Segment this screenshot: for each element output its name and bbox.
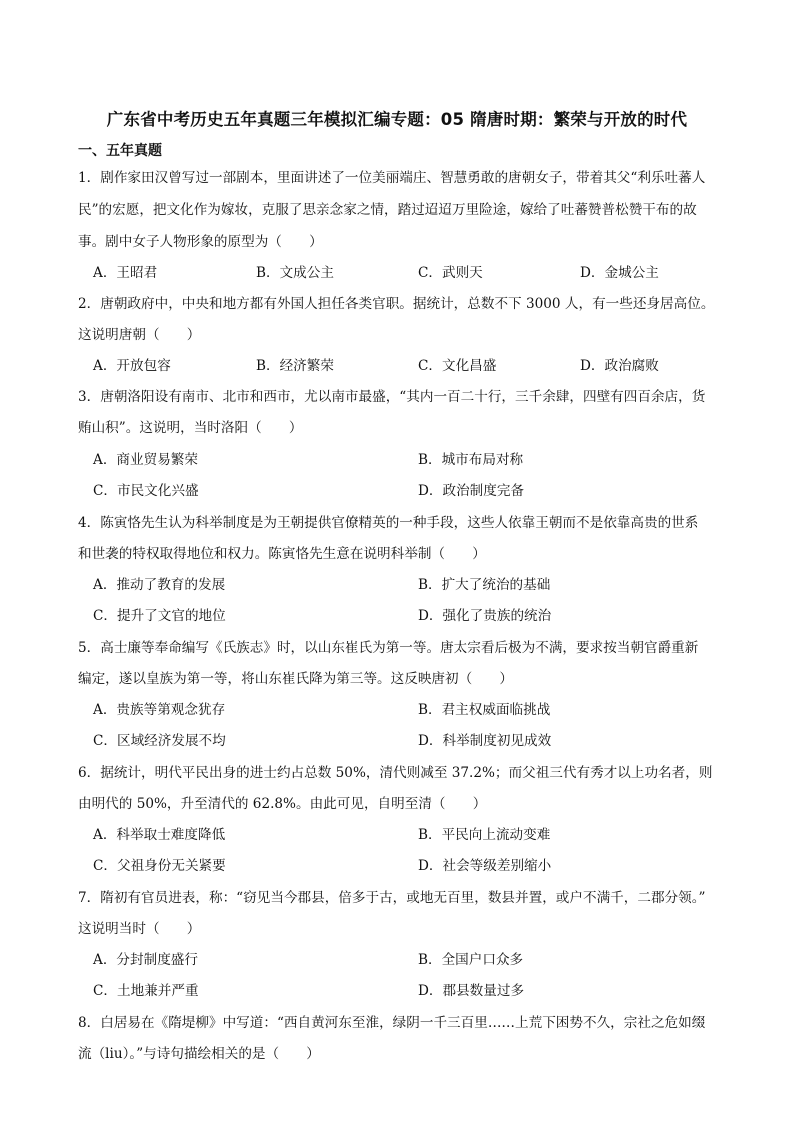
question-2-option-a: A．开放包容 [93,358,171,374]
section-heading: 一、五年真题 [78,143,162,159]
question-3-option-a: A．商业贸易繁荣 [93,452,198,468]
question-5-option-b: B．君主权威面临挑战 [418,702,551,718]
question-4-option-a: A．推动了教育的发展 [93,577,226,593]
question-6-option-b: B．平民向上流动变难 [418,827,551,843]
question-6-line-2: 由明代的 50%，升至清代的 62.8%。由此可见，自明至清（ ） [78,796,487,812]
question-5-option-c: C．区域经济发展不均 [93,733,226,749]
question-7-option-c: C．土地兼并严重 [93,983,199,999]
question-8-line-1: 8．白居易在《隋堤柳》中写道：“西自黄河东至淮，绿阴一千三百里……上荒下困势不久，宗社之危如缀 [78,1015,706,1031]
question-7-option-a: A．分封制度盛行 [93,952,198,968]
question-3-option-d: D．政治制度完备 [418,483,525,499]
question-3-line-2: 贿山积”。这说明，当时洛阳（ ） [78,420,303,436]
question-1-option-d: D．金城公主 [580,265,659,281]
question-7-option-d: D．郡县数量过多 [418,983,525,999]
question-6-option-c: C．父祖身份无关紧要 [93,858,226,874]
question-4-option-c: C．提升了文官的地位 [93,608,226,624]
document-title: 广东省中考历史五年真题三年模拟汇编专题：05 隋唐时期：繁荣与开放的时代 [106,110,688,129]
question-1-option-c: C．武则天 [418,265,483,281]
question-1-line-2: 民”的宏愿，把文化作为嫁妆，克服了思亲念家之情，踏过迢迢万里险途，嫁给了吐蕃赞普松赞干布的故 [78,202,697,218]
question-4-line-1: 4．陈寅恪先生认为科举制度是为王朝提供官僚精英的一种手段，这些人依靠王朝而不是依靠高贵的世系 [78,515,699,531]
question-2-option-b: B．经济繁荣 [256,358,334,374]
question-7-line-2: 这说明当时（ ） [78,921,201,937]
question-3-line-1: 3．唐朝洛阳设有南市、北市和西市，尤以南市最盛，“其内一百二十行，三千余肆，四壁有四百余店，货 [78,389,706,405]
question-6-line-1: 6．据统计，明代平民出身的进士约占总数 50%，清代则减至 37.2%；而父祖三代有秀才以上功名者，则 [78,765,713,781]
question-8-line-2: 流（liu）。”与诗句描绘相关的是（ ） [78,1046,320,1062]
question-5-option-d: D．科举制度初见成效 [418,733,552,749]
question-3-option-b: B．城市布局对称 [418,452,524,468]
question-1-line-3: 事。剧中女子人物形象的原型为（ ） [78,234,323,250]
question-1-option-a: A．王昭君 [93,265,158,281]
question-2-line-1: 2．唐朝政府中，中央和地方都有外国人担任各类官职。据统计，总数不下 3000 人，有一些还身居高位。 [78,296,715,312]
question-5-option-a: A．贵族等第观念犹存 [93,702,226,718]
question-5-line-2: 编定，遂以皇族为第一等，将山东崔氏降为第三等。这反映唐初（ ） [78,671,513,687]
question-6-option-d: D．社会等级差别缩小 [418,858,552,874]
question-7-line-1: 7．隋初有官员进表，称：“窃见当今郡县，倍多于古，或地无百里，数县并置，或户不满千，二郡分领。” [78,890,706,906]
question-4-option-b: B．扩大了统治的基础 [418,577,551,593]
question-4-option-d: D．强化了贵族的统治 [418,608,552,624]
question-5-line-1: 5．高士廉等奉命编写《氏族志》时，以山东崔氏为第一等。唐太宗看后极为不满，要求按当朝官爵重新 [78,640,699,656]
question-2-option-c: C．文化昌盛 [418,358,497,374]
question-1-option-b: B．文成公主 [256,265,334,281]
question-7-option-b: B．全国户口众多 [418,952,524,968]
question-2-line-2: 这说明唐朝（ ） [78,327,201,343]
question-4-line-2: 和世袭的特权取得地位和权力。陈寅恪先生意在说明科举制（ ） [78,546,486,562]
question-2-option-d: D．政治腐败 [580,358,659,374]
question-6-option-a: A．科举取士难度降低 [93,827,226,843]
question-3-option-c: C．市民文化兴盛 [93,483,199,499]
question-1-line-1: 1．剧作家田汉曾写过一部剧本，里面讲述了一位美丽端庄、智慧勇敢的唐朝女子，带着其父“利乐吐蕃人 [78,170,706,186]
